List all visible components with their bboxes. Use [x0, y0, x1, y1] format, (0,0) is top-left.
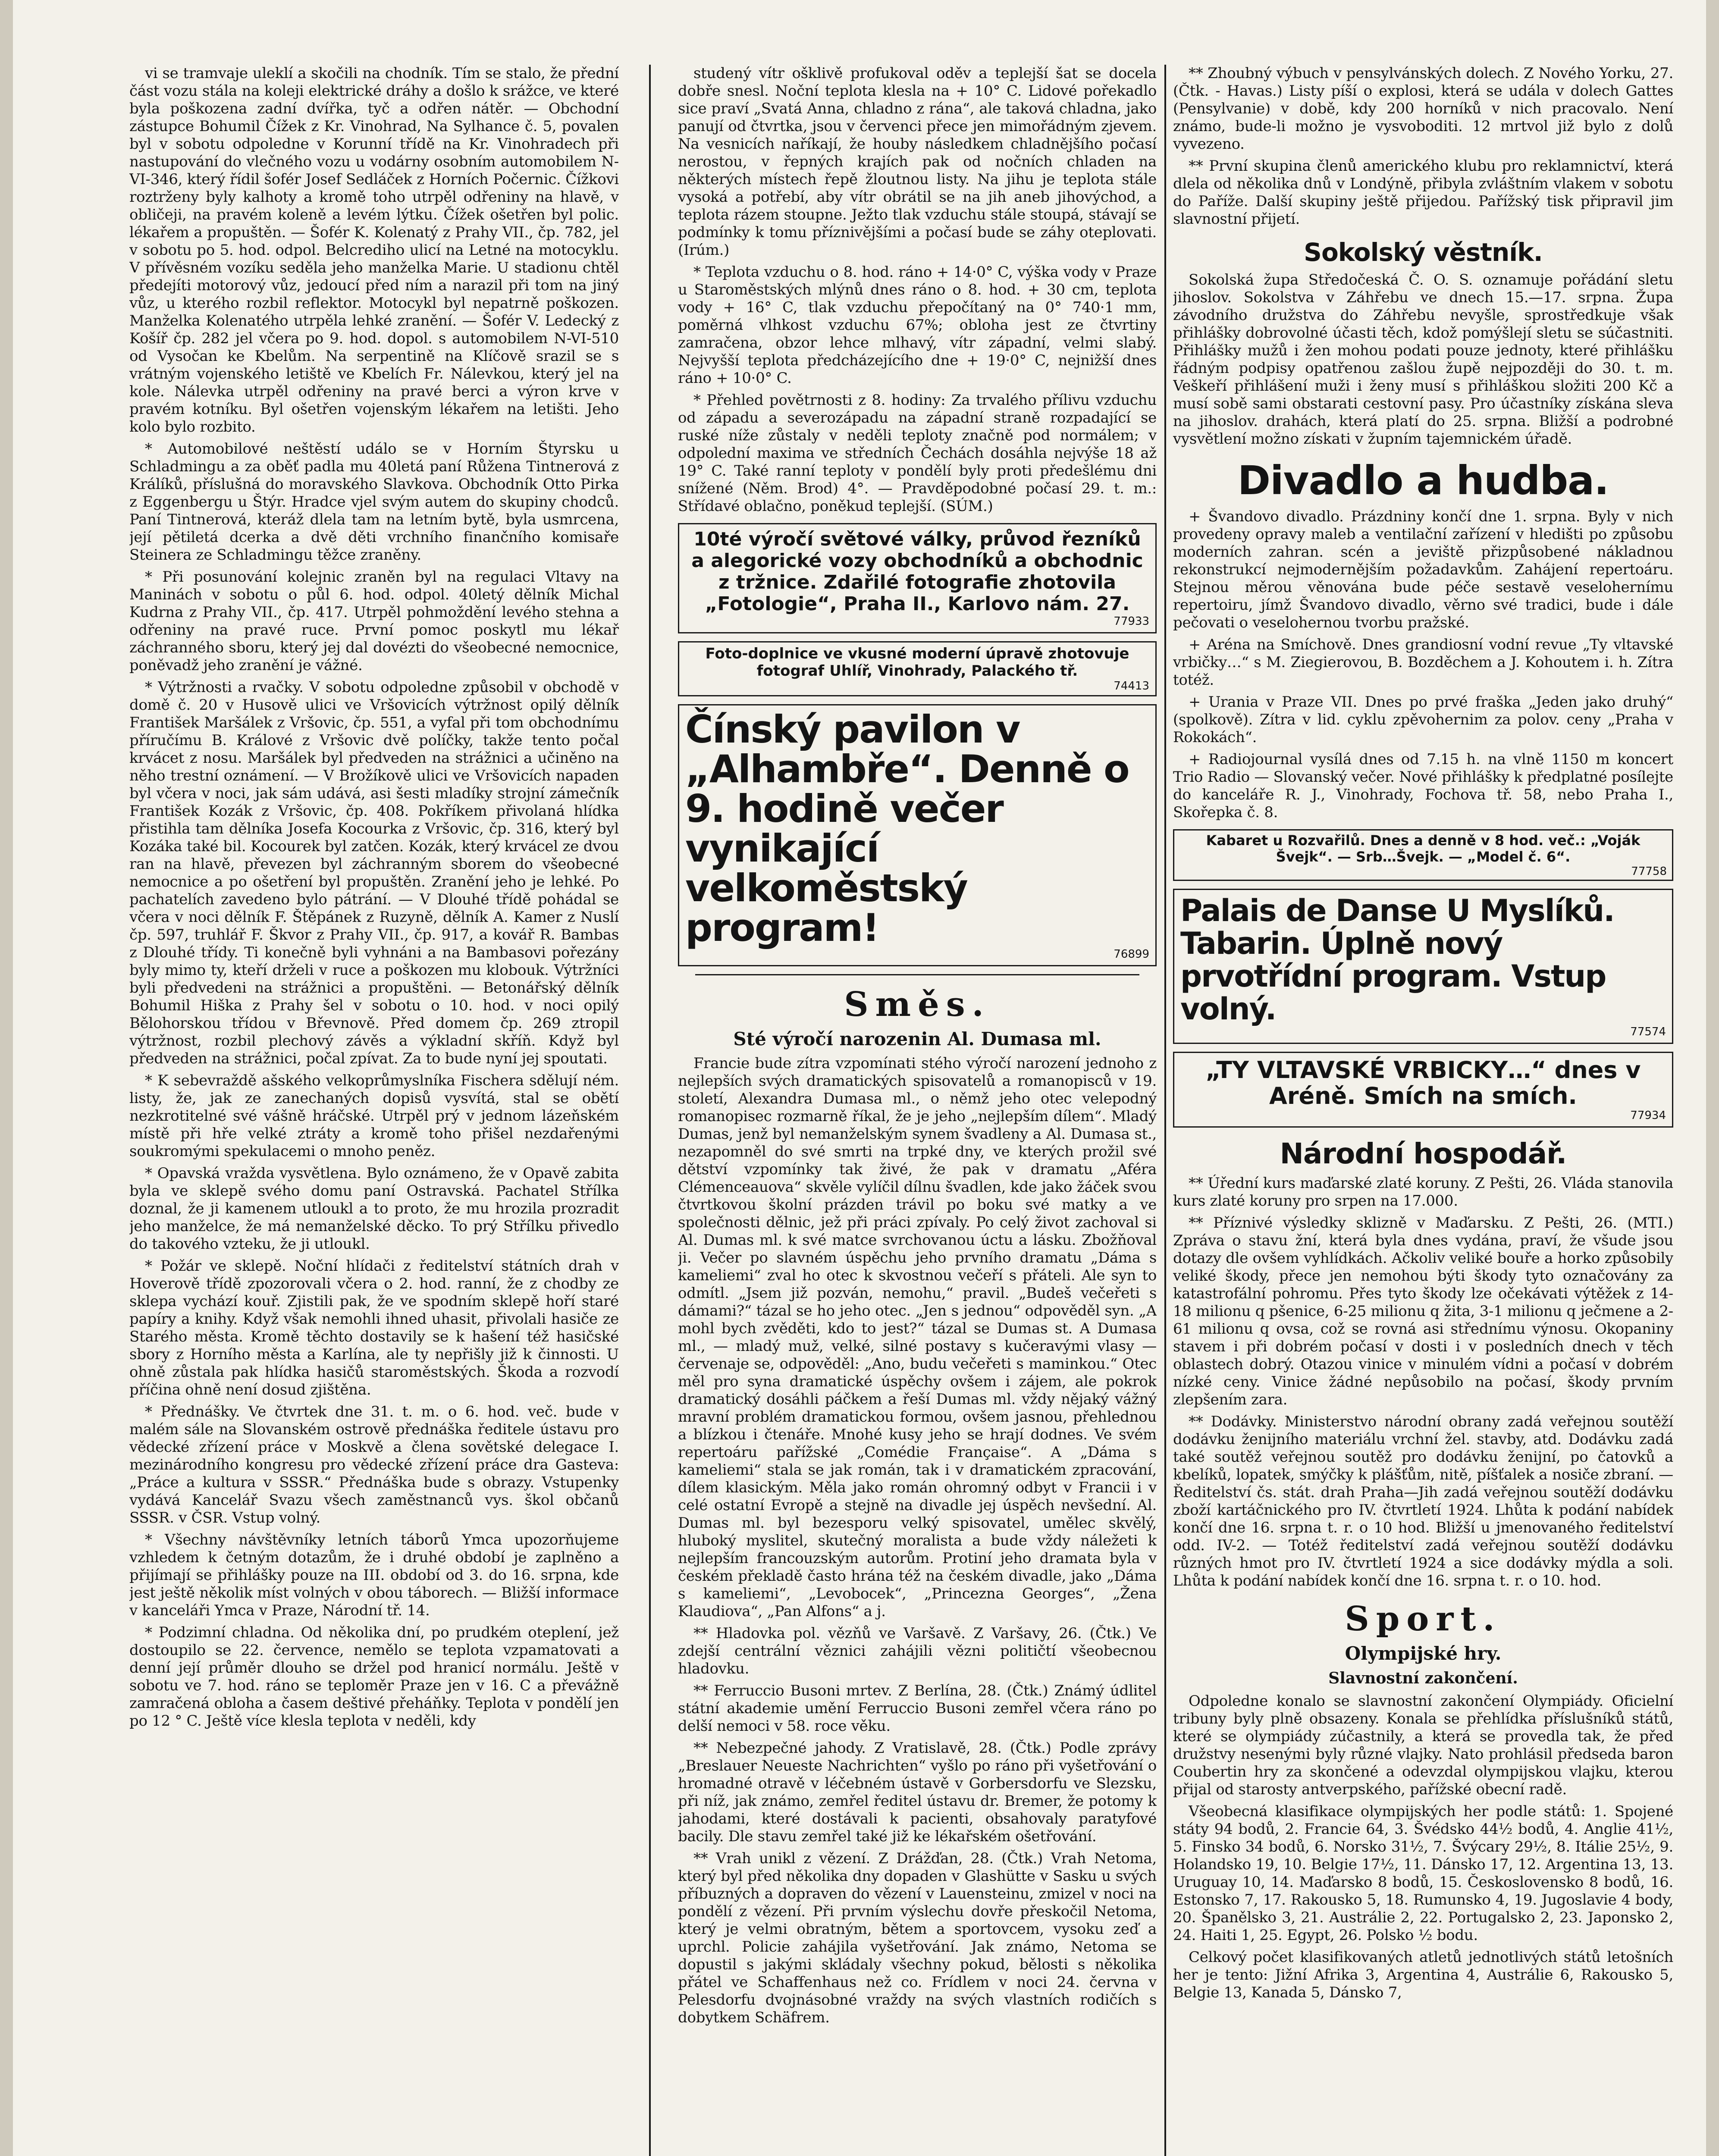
column-1 — [129, 65, 619, 2156]
advertisement-kabaret — [1173, 829, 1673, 881]
column-rule-2 — [1164, 65, 1166, 2156]
news-paragraph: * Přednášky. Ve čtvrtek dne 31. t. m. o 6. hod. več. bude v malém sále na Slovanském ostrově přednáška ředitele ústavu pro vědecké zřízení práce v Moskvě a člena sovětské delegace I. mezinárodního kongresu pro vědecké zřízení práce dra Gasteva: „Práce a kultura v SSSR.“ Přednáška bude s obrazy. Vstupenky vydává Kancelář Svazu všech zaměstnanců vys. škol občanů SSSR. v ČSR. Vstup volný. — [129, 1403, 619, 1526]
ad-number: 76899 — [1114, 948, 1149, 961]
advertisement-fotologie — [678, 523, 1157, 633]
news-paragraph: * Automobilové neštěstí událo se v Horním Štyrsku u Schladmingu a za oběť padla mu 40letá paní Růžena Tintnerová z Králíků, příslušná do moravského Slavkova. Obchodník Otto Pirka z Eggenbergu u Štýr. Hradce vjel svým autem do skupiny chodců. Paní Tintnerová, kteráž dlela tam na letním bytě, byla usmrcena, její pětiletá dcerka a dvě děti vrchního finančního komisaře Steinera ze Schladmingu těžce zraněny. — [129, 440, 619, 564]
section-heading-sport: Sport. — [1345, 1599, 1502, 1639]
section-heading-divadlo: Divadlo a hudba. — [1237, 458, 1609, 504]
ad-number: 77934 — [1630, 1109, 1666, 1122]
ad-text: „TY VLTAVSKÉ VRBICKY…“ dnes v Aréně. Smích na smích. — [1205, 1056, 1641, 1109]
column-2 — [678, 65, 1157, 2156]
news-paragraph: Francie bude zítra vzpomínati stého výročí narození jednoho z nejlepších svých dramatických spisovatelů a romanopisců v 19. století, Alexandra Dumasa ml., o němž jeho otec velepodný romanopisec rozmarně říkal, že je jeho „nejlepším dílem“. Mladý Dumas, jenž byl nemanželským synem švadleny a Al. Dumasa st., nezapomněl do své smrti na trpké dny, ve kterých prožil své dětství vzpomínky tak živé, že pak v dramatu „Aféra Clémenceauova“ skvěle vylíčil dílnu švadlen, kde jako žáček svou čtvrtkovou školní prázden trávil po boku své matky a ve společnosti dělnic, jež při práci zpívaly. Po celý život zachoval si Al. Dumas ml. k své matce svrchovanou úctu a lásku. Zbožňoval ji. Večer po slavném úspěchu jeho prvního dramatu „Dáma s kameliemi“ zval ho otec k skvostnou večeří s přáteli. Ale syn to odmítl. „Jsem již pozván, nemohu,“ pravil. „Budeš večeřeti s dámami?“ tázal se ho jeho otec. „Jen s jednou“ odpověděl syn. „A mohl bych zvěděti, kdo to jest?“ tázal se Dumas st. A Dumasa ml., — mladý muž, velké, silné postavy s kučeravými vlasy — červenaje se, odpověděl: „Ano, budu večeřeti s maminkou.“ Otec měl pro syna dramatické úspěchy ovšem i zájem, ale pokrok dramatický dosáhli páčkem a řeší Dumas ml. vždy nějaký vážný mravní problém dramatickou formou, ovšem jasnou, přehlednou a blízkou i čtenáře. Mnohé kusy jeho se hrají dodnes. Ve svém repertoáru pařížské „Comédie Française“. A „Dáma s kameliemi“ stala se jak román, tak i v dramatickém zpracování, dílem klasickým. Měla jako román ohromný odbyt v Francii i v celé ostatní Evropě a stejně na divadle jej úspěch nevšední. Al. Dumas ml. byl bezesporu velký spisovatel, umělec skvělý, hluboký myslitel, skutečný moralista a bude vždy náležeti k nejlepším francouzským autorům. Protiní jeho dramata byla v českém překladě často hrána též na českém divadle, jako „Dáma s kameliemi“, „Levobocek“, „Princezna Georges“, „Žena Klaudiova“, „Pan Alfons“ a j. — [678, 1055, 1157, 1620]
news-paragraph: + Urania v Praze VII. Dnes po prvé fraška „Jeden jako druhý“ (spolkově). Zítra v lid. cyklu zpěvohernim za polov. ceny „Praha v Rokokách“. — [1173, 693, 1673, 746]
news-paragraph: * Výtržnosti a rvačky. V sobotu odpoledne způsobil v obchodě v domě č. 20 v Husově ulici ve Vršovicích výtržnost opilý dělník František Maršálek z Vršovic, čp. 551, a vyfal při tom obchodnímu příručímu B. Králové z Vršovic dvě políčky, takže tento počal krvácet z nosu. Maršálek byl předveden na strážnici a učiněno na něho trestní oznámení. — V Brožíkově ulici ve Vršovicích napaden byl včera v noci, jak sám udává, asi šesti mladíky strojní zámečník František Kozák z Vršovic, čp. 408. Pokříkem přivolaná hlídka přistihla tam dělníka Josefa Kocourka z Vršovic, čp. 316, který byl Kozáka také bil. Kocourek byl zatčen. Kozák, který krvácel ze dvou ran na hlavě, převezen byl záchranným sborem do všeobecné nemocnice a po ošetření byl propuštěn. Zranění jeho je lehké. Po pachatelích zavedeno bylo pátrání. — V Dlouhé třídě pohádal se včera v noci dělník F. Štěpánek z Ruzyně, dělník A. Kamer z Nuslí čp. 597, truhlář F. Škvor z Prahy VII., čp. 917, a kovář R. Bambas z Dlouhé třídy. Ti konečně byli vyhnáni a na Bambasovi pořezány byly mimo ty, kteří drželi v ruce a poškozen mu klobouk. Výtržníci byli předvedeni na strážnici a propuštěni. — Betonářský dělník Bohumil Hiška z Prahy šel v sobotu o 10. hod. v noci opilý Bělohorskou třídou v Břevnově. Před domem čp. 269 ztropil výtržnost, rozbil plechový závěs a výkladní skříň. Když byl předveden na strážnici, počal zpívat. Za to bude nyní jej spoutati. — [129, 679, 619, 1067]
advertisement-foto-doplnice — [678, 641, 1157, 696]
section-heading-sokol: Sokolský věstník. — [1304, 238, 1543, 267]
news-paragraph: * Přehled povětrnosti z 8. hodiny: Za trvalého přílivu vzduchu od západu a severozápadu na západní straně rozpadající se ruské níže zůstaly v neděli teploty značně pod normálem; v odpolední maxima ve středních Čechách dosáhla nejvýše 18 až 19° C. Také ranní teploty v pondělí byly proti předešlému dni snížené (Něm. Brod) 4°. — Pravděpodobné počasí 29. t. m.: Střídavé oblačno, poněkud teplejší. (SÚM.) — [678, 392, 1157, 515]
news-paragraph: ** První skupina členů amerického klubu pro reklamnictví, která dlela od několika dnů v Londýně, přibyla zvláštním vlakem v sobotu do Paříže. Další skupiny ještě přijedou. Pařížský tisk připravil jim slavnostní přijetí. — [1173, 157, 1673, 228]
news-paragraph: * Opavská vražda vysvětlena. Bylo oznámeno, že v Opavě zabita byla ve sklepě svého domu paní Ostravská. Pachatel Střílka doznal, že ji kamenem utloukl a to proto, že mu hrozila prozradit jeho manželce, že má nemanželské děcko. To prý Střílku přivedlo do takového vzteku, že ji utloukl. — [129, 1165, 619, 1253]
news-paragraph: ** Zhoubný výbuch v pensylvánských dolech. Z Nového Yorku, 27. (Čtk. - Havas.) Listy píší o explosi, která se udála v dolech Gattes (Pensylvanie) v době, kdy 200 horníků v nich pracovalo. Není známo, bude-li možno je vysvoboditi. 12 mrtvol již bylo z dolů vyvezeno. — [1173, 65, 1673, 153]
article-heading: Olympijské hry. — [1345, 1643, 1502, 1664]
ad-number: 77574 — [1630, 1025, 1666, 1038]
advertisement-palais-de-danse — [1173, 889, 1673, 1044]
advertisement-alhambra — [678, 704, 1157, 966]
article-heading: Sté výročí narozenin Al. Dumasa ml. — [733, 1028, 1101, 1050]
advertisement-vltavske-vrbicky — [1173, 1052, 1673, 1128]
column-rule-1 — [649, 65, 651, 2156]
news-paragraph: Odpoledne konalo se slavnostní zakončení Olympiády. Oficielní tribuny byly plně obsazeny. Konala se přehlídka příslušníků států, které se olympiády zúčastnily, a která se provedla tak, že před družstvy nesenými byly různé vlajky. Nato prohlásil předseda baron Coubertin hry za skončené a odevzdal olympijskou vlajku, kterou přijal od starosty antverpského, pařížské obecní radě. — [1173, 1692, 1673, 1798]
news-paragraph: ** Příznivé výsledky sklizně v Maďarsku. Z Pešti, 26. (MTI.) Zpráva o stavu žní, která byla dnes vydána, praví, že všude jsou dotazy dle ovšem vyhlídkách. Ačkoliv veliké bouře a horko způsobily veliké škody, přece jen nemohou býti škody tyto označovány za katastrofální pohromu. Přes tyto škody lze očekávati výtěžek z 14-18 milionu q pšenice, 6-25 milionu q žita, 3-1 milionu q ječmene a 2-61 milionu q ovsa, což se rovná asi střednímu výnosu. Okopaniny stavem i při dobrém počasí v dosti i v posledních dnech v těch oblastech dobrý. Otazou vinice v minulém vídni a počasí v dobrém nízké ceny. Vinice žádné nepůsobilo na počasí, škody prvním zlepšením zara. — [1173, 1214, 1673, 1408]
news-paragraph: Sokolská župa Středočeská Č. O. S. oznamuje pořádání sletu jihoslov. Sokolstva v Záhřebu ve dnech 15.—17. srpna. Župa závodního družstva do Záhřebu nevyšle, sprostředkuje však přihlášky dobrovolné účasti těch, kdož pomýšlejí sletu se súčastniti. Přihlášky mužů i žen mohou podati pouze jednoty, které přihlášku řádným podpisy opatřenou zašlou župě nejpozději do 30. t. m. Veškeří přihlášení muži i ženy musí s přihláškou složiti 200 Kč a musí sobě sami obstarati cestovní pasy. Pro účastníky získána sleva na jihoslov. drahách, která platí do 25. srpna. Bližší a podrobné vysvětlení možno získati v župním tajemnickém úřadě. — [1173, 271, 1673, 448]
ad-text: Kabaret u Rozvařilů. Dnes a denně v 8 hod. več.: „Voják Švejk“. — Srb…Švejk. — „Model č. 6“. — [1206, 832, 1641, 865]
ad-text: Foto-doplnice ve vkusné moderní úpravě zhotovuje fotograf Uhlíř, Vinohrady, Palackého tř. — [705, 645, 1129, 680]
news-paragraph: * Všechny návštěvníky letních táborů Ymca upozorňujeme vzhledem k četným dotazům, že i druhé období je zaplněno a přijímají se přihlášky pouze na III. období od 3. do 16. srpna, kde jest ještě několik míst volných v obou táborech. — Bližší informace v kanceláři Ymca v Praze, Národní tř. 14. — [129, 1531, 619, 1619]
right-page-edge — [1706, 0, 1719, 2156]
article-subheading: Slavnostní zakončení. — [1328, 1669, 1518, 1687]
news-paragraph: Všeobecná klasifikace olympijských her podle států: 1. Spojené státy 94 bodů, 2. Francie 64, 3. Švédsko 44½ bodů, 4. Anglie 41½, 5. Finsko 34 bodů, 6. Norsko 31½, 7. Švýcary 29½, 8. Itálie 25½, 9. Holandsko 19, 10. Belgie 17½, 11. Dánsko 17, 12. Argentina 13, 13. Uruguay 10, 14. Maďarsko 8 bodů, 15. Československo 8 bodů, 16. Estonsko 7, 17. Rakousko 5, 18. Rumunsko 4, 19. Jugoslavie 4 body, 20. Španělsko 3, 21. Austrálie 2, 22. Portugalsko 2, 23. Japonsko 2, 24. Haiti 1, 25. Egypt, 26. Polsko ½ bodu. — [1173, 1803, 1673, 1944]
news-paragraph: * Při posunování kolejnic zraněn byl na regulaci Vltavy na Maninách v sobotu o půl 6. hod. odpol. 40letý dělník Michal Kudrna z Prahy VII., čp. 417. Utrpěl pohmoždění levého stehna a odřeniny na pravé ruce. První pomoc poskytl mu lékař záchranného sboru, který jej dal dovézti do všeobecné nemocnice, poněvadž jeho zranění je vážné. — [129, 568, 619, 674]
news-paragraph: Celkový počet klasifikovaných atletů jednotlivých států letošních her je tento: Jižní Afrika 3, Argentina 4, Austrálie 6, Rakousko 5, Belgie 13, Kanada 5, Dánsko 7, — [1173, 1949, 1673, 2001]
ad-text: 10té výročí světové války, průvod řezníků a alegorické vozy obchodníků a obchodnic z tržnice. Zdařilé fotografie zhotovila „Fotologie“, Praha II., Karlovo nám. 27. — [691, 528, 1143, 615]
news-paragraph: ** Úřední kurs maďarské zlaté koruny. Z Pešti, 26. Vláda stanovila kurs zlaté koruny pro srpen na 17.000. — [1173, 1175, 1673, 1210]
news-paragraph: + Švandovo divadlo. Prázdniny končí dne 1. srpna. Byly v nich provedeny opravy maleb a ventilační zařízení v hledišti po způsobu moderních zahran. scén a jeviště přizpůsobené nákladnou rekonstrukcí nejmodernějším požadavkům. Zahájení repertoáru. Stejnou měrou věnována bude péče sestavě veselohernímu repertoiru, jímž Švandovo divadlo, věrno své tradici, bude i dále pečovati o veselohernou tvorbu pražské. — [1173, 508, 1673, 631]
news-paragraph: studený vítr ošklivě profukoval oděv a teplejší šat se docela dobře snesl. Noční teplota klesla na + 10° C. Lidové pořekadlo sice praví „Svatá Anna, chladno z rána“, ale taková chladna, jako panují od čtvrtka, jsou v červenci přece jen mimořádným zjevem. Na vesnicích naříkají, že houby následkem chladnějšího počasí nerostou, v řepných krajích pak od nočních chladen na některých místech řepě žloutnou listy. Na jihu je teplota stále vysoká a potřebí, aby vítr obrátil se na jih aneb jihovýchod, a teplota rázem stoupne. Ježto tlak vzduchu stále stoupá, stávají se podmínky k tomu příznivějšími a počasí bude se záhy oteplovati. (Irúm.) — [678, 65, 1157, 259]
news-paragraph: ** Ferruccio Busoni mrtev. Z Berlína, 28. (Čtk.) Známý údlitel státní akademie umění Ferruccio Busoni zemřel včera ráno po delší nemoci v 58. roce věku. — [678, 1682, 1157, 1735]
column-3 — [1173, 65, 1673, 2156]
news-paragraph: + Radiojournal vysílá dnes od 7.15 h. na vlně 1150 m koncert Trio Radio — Slovanský večer. Nové přihlášky k předplatné posílejte do kanceláře R. J., Vinohrady, Fochova tř. 58, nebo Praha I., Skořepka č. 8. — [1173, 751, 1673, 821]
news-paragraph: * Teplota vzduchu o 8. hod. ráno + 14·0° C, výška vody v Praze u Staroměstských mlýnů dnes ráno o 8. hod. + 30 cm, teplota vody + 16° C, tlak vzduchu přepočítaný na 0° 740·1 mm, poměrná vlhkost vzduchu 67%; obloha jest ze čtvrtiny zamračena, obzor lehce mlhavý, vítr západní, velmi slabý. Nejvyšší teplota předcházejícího dne + 19·0° C, nejnižší dnes ráno + 10·0° C. — [678, 263, 1157, 387]
section-heading-smes: Směs. — [844, 985, 991, 1024]
ad-number: 77758 — [1631, 865, 1667, 878]
news-paragraph: * Požár ve sklepě. Noční hlídači z ředitelství státních drah v Hoverově třídě zpozorovali včera o 2. hod. ranní, že z chodby ze sklepa vychází kouř. Zjistili pak, že ve spodním sklepě hoří staré papíry a knihy. Když však nemohli ihned uhasit, přivolali hasiče ze Starého města. Kromě těchto dostavily se k hašení též hasičské sbory z Horního města a Karlína, ale ty nepřišly již k činnosti. U ohně zůstala pak hlídka hasičů staroměstských. Škoda a rozvodí příčina ohně není dosud zjištěna. — [129, 1257, 619, 1398]
news-paragraph: * K sebevraždě ašského velkoprůmyslníka Fischera sdělují ném. listy, že, jak ze zanechaných dopisů vysvítá, stal se obětí nezkrotitelné své vášně hráčské. Utrpěl prý v jednom lázeňském místě při hře velké ztráty a kromě toho přišel nezdařenými soukromými spekulacemi o mnoho peněz. — [129, 1072, 619, 1160]
news-paragraph: vi se tramvaje uleklí a skočili na chodník. Tím se stalo, že přední část vozu stála na koleji elektrické dráhy a došlo k srážce, ve které byla poškozena zadní dvířka, tyč a odřen nátěr. — Obchodní zástupce Bohumil Čížek z Kr. Vinohrad, Na Sylhance č. 5, povalen byl v sobotu odpoledne v Korunní třídě na Kr. Vinohradech při nastupování do vlečného vozu u vodárny osobním automobilem N-VI-346, který řídil šofér Josef Sedláček z Horních Počernic. Čížkovi roztrženy byly kalhoty a kromě toho utrpěl odřeniny na hlavě, v obličeji, na pravém koleně a levém lýtku. Čížek ošetřen byl polic. lékařem a propuštěn. — Šofér K. Kolenatý z Prahy VII., čp. 782, jel v sobotu po 5. hod. odpol. Belcrediho ulicí na Letné na motocyklu. V přívěsném vozíku seděla jeho manželka Marie. U stadionu chtěl předejíti motorový vůz, jedoucí před ním a narazil při tom na jiný vůz, u kterého rozbil reflektor. Motocykl byl nepatrně poškozen. Manželka Kolenatého utrpěla lehké zranění. — Šofér V. Ledecký z Košíř čp. 282 jel včera po 9. hod. dopol. s automobilem N-VI-510 od Vysočan ke Kbelům. Na serpentině na Klíčově srazil se s vrátným vojenského letiště ve Kbelích Fr. Nálevkou, který jel na kole. Nálevka utrpěl odřeniny na pravé berci a výron krve v pravém kotníku. Byl ošetřen vojenským lékařem na letišti. Jeho kolo bylo rozbito. — [129, 65, 619, 436]
ad-text: Čínský pavilon v „Alhambře“. Denně o 9. hodině večer vynikající velkoměstský program! — [685, 707, 1129, 950]
ad-number: 74413 — [1114, 680, 1149, 693]
news-paragraph: ** Vrah unikl z vězení. Z Drážďan, 28. (Čtk.) Vrah Netoma, který byl před několika dny dopaden v Glashütte v Sasku u svých příbuzných a dopraven do vězení v Lauensteinu, zmizel v noci na pondělí z vězení. Při prvním výslechu dovře přeskočil Netoma, který je velmi obratným, bětem a sportovcem, vysoku zeď a uprchl. Policie zahájila vyšetřování. Jak známo, Netoma se dopustil s jakými skládaly všechny pokud, bělosti s několika přátel ve Schaffenhaus než co. Frídlem v noci 24. června v Pelesdorfu dvojnásobné vraždy na svých vlastních rodičích s dobytkem Schäfrem. — [678, 1850, 1157, 2026]
news-paragraph: ** Dodávky. Ministerstvo národní obrany zadá veřejnou soutěží dodávku ženijního materiálu vrchní žel. stavby, atd. Dodávku zadá také soutěž veřejnou soutěž pro dodávku ženijní, po čatovků a kbelíků, lopatek, smýčky k plášťům, nitě, píšťalek a nosiče zbraní. — Ředitelství čs. stát. drah Praha—Jih zadá veřejnou soutěží dodávku zboží kartáčnického pro IV. čtvrtletí 1924. Lhůta k podání nabídek končí dne 16. srpna t. r. o 10 hod. Bližší u jmenovaného ředitelství odd. IV-2. — Totéž ředitelství zadá veřejnou soutěží dodávku různých hmot pro IV. čtvrtletí 1924 a sice dodávky mýdla a soli. Lhůta k podání nabídek končí dne 16. srpna t. r. o 10. hod. — [1173, 1413, 1673, 1589]
news-paragraph: ** Hladovka pol. vězňů ve Varšavě. Z Varšavy, 26. (Čtk.) Ve zdejší centrální věznici zahájili vězni političtí všeobecnou hladovku. — [678, 1625, 1157, 1677]
ad-number: 77933 — [1114, 615, 1149, 628]
ad-text: Palais de Danse U Myslíků. Tabarin. Úplně nový prvotřídní program. Vstup volný. — [1180, 893, 1614, 1027]
section-heading-hospodar: Národní hospodář. — [1280, 1137, 1567, 1170]
news-paragraph: * Podzimní chladna. Od několika dní, po prudkém oteplení, jež dostoupilo se 22. července, nemělo se teplota vzpamatovati a denní její průměr dlouho se držel pod hranicí normálu. Ještě v sobotu ve 7. hod. ráno se teploměr Praze jen v 16. C a převážně zamračená obloha a časem deštivé přeháňky. Teplota v pondělí jen po 12 ° C. Ještě více klesla teplota v neděli, kdy — [129, 1624, 619, 1730]
news-paragraph: ** Nebezpečné jahody. Z Vratislavě, 28. (Čtk.) Podle zprávy „Breslauer Neueste Nachrichten“ vyšlo po ráno při vyšetřování o hromadné otravě v léčebném ústavě v Gorbersdorfu ve Slezsku, při níž, jak známo, zemřel ředitel ústavu dr. Bremer, že potomy k jahodami, které dostávali k pacienti, obsahovaly paratyfové bacily. Dle stavu zemřel také již ke lékařském ošetřování. — [678, 1739, 1157, 1845]
left-page-edge — [0, 0, 13, 2156]
section-divider — [695, 974, 1139, 975]
news-paragraph: + Aréna na Smíchově. Dnes grandiosní vodní revue „Ty vltavské vrbičky…“ s M. Ziegierovou, B. Bozděchem a J. Kohoutem i. h. Zítra totéž. — [1173, 636, 1673, 689]
